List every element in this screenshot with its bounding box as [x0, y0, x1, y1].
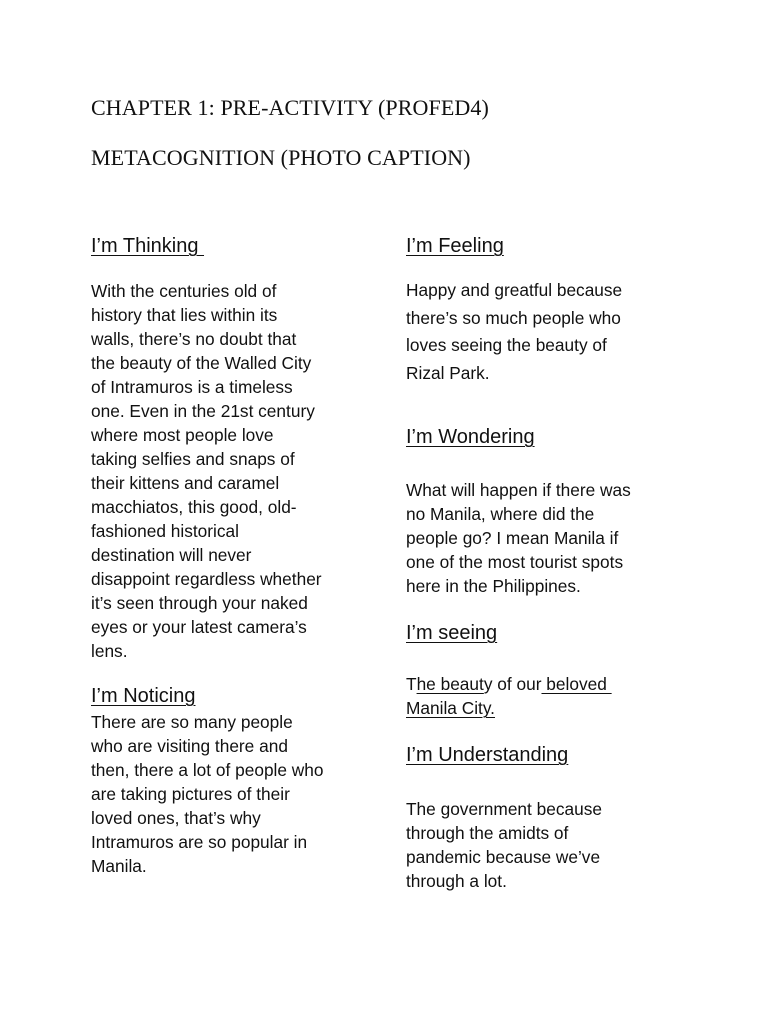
- text-line: Happy and greatful because: [406, 280, 623, 300]
- text-line: loves seeing the beauty of: [406, 335, 607, 355]
- text-line: The government because: [406, 799, 602, 819]
- text-fragment: y of our: [483, 674, 542, 694]
- text-line: here in the Philippines.: [406, 576, 581, 596]
- text-line: are taking pictures of their: [91, 784, 290, 804]
- noticing-paragraph: [91, 710, 324, 878]
- text-line: history that lies within its: [91, 305, 278, 325]
- text-line: where most people love: [91, 425, 274, 445]
- text-line: the beauty of the Walled City: [91, 353, 312, 373]
- underlined-fragment: beloved: [541, 674, 612, 694]
- wondering-paragraph: [406, 478, 631, 598]
- text-line: then, there a lot of people who: [91, 760, 324, 780]
- text-line: fashioned historical: [91, 521, 239, 541]
- thinking-paragraph: [91, 279, 322, 663]
- text-line: [406, 696, 612, 720]
- text-line: eyes or your latest camera’s: [91, 617, 307, 637]
- text-line: loved ones, that’s why: [91, 808, 261, 828]
- text-line: destination will never: [91, 545, 252, 565]
- text-line: their kittens and caramel: [91, 473, 280, 493]
- text-line: Intramuros are so popular in: [91, 832, 308, 852]
- text-fragment: T: [406, 674, 417, 694]
- chapter-title: CHAPTER 1: PRE-ACTIVITY (PROFED4): [91, 95, 489, 120]
- text-line: There are so many people: [91, 712, 293, 732]
- text-line: it’s seen through your naked: [91, 593, 308, 613]
- text-line: people go? I mean Manila if: [406, 528, 619, 548]
- text-line: who are visiting there and: [91, 736, 288, 756]
- understanding-heading: I’m Understanding: [406, 744, 569, 766]
- text-line: of Intramuros is a timeless: [91, 377, 293, 397]
- section-title: METACOGNITION (PHOTO CAPTION): [91, 145, 471, 170]
- text-line: [406, 672, 612, 696]
- thinking-heading: I’m Thinking: [91, 235, 205, 257]
- text-line: one of the most tourist spots: [406, 552, 624, 572]
- text-line: no Manila, where did the: [406, 504, 595, 524]
- text-line: taking selfies and snaps of: [91, 449, 295, 469]
- feeling-paragraph: [406, 277, 622, 387]
- underlined-fragment: Manila City.: [406, 698, 495, 718]
- text-line: Rizal Park.: [406, 362, 490, 383]
- text-line: disappoint regardless whether: [91, 569, 322, 589]
- text-line: pandemic because we’ve: [406, 847, 601, 867]
- text-line: through a lot.: [406, 871, 507, 891]
- seeing-paragraph: [406, 672, 612, 720]
- text-line: Manila.: [91, 856, 147, 876]
- feeling-heading: I’m Feeling: [406, 235, 504, 257]
- text-line: lens.: [91, 641, 128, 661]
- text-line: there’s so much people who: [406, 307, 621, 328]
- seeing-heading: I’m seeing: [406, 622, 498, 644]
- text-line: What will happen if there was: [406, 480, 631, 500]
- noticing-heading: I’m Noticing: [91, 685, 196, 707]
- text-line: through the amidts of: [406, 823, 569, 843]
- underlined-fragment: he beaut: [416, 674, 484, 694]
- text-line: With the centuries old of: [91, 281, 277, 301]
- text-line: one. Even in the 21st century: [91, 401, 315, 421]
- understanding-paragraph: [406, 797, 602, 893]
- text-line: walls, there’s no doubt that: [91, 329, 297, 349]
- text-line: macchiatos, this good, old-: [91, 497, 297, 517]
- wondering-heading: I’m Wondering: [406, 426, 535, 448]
